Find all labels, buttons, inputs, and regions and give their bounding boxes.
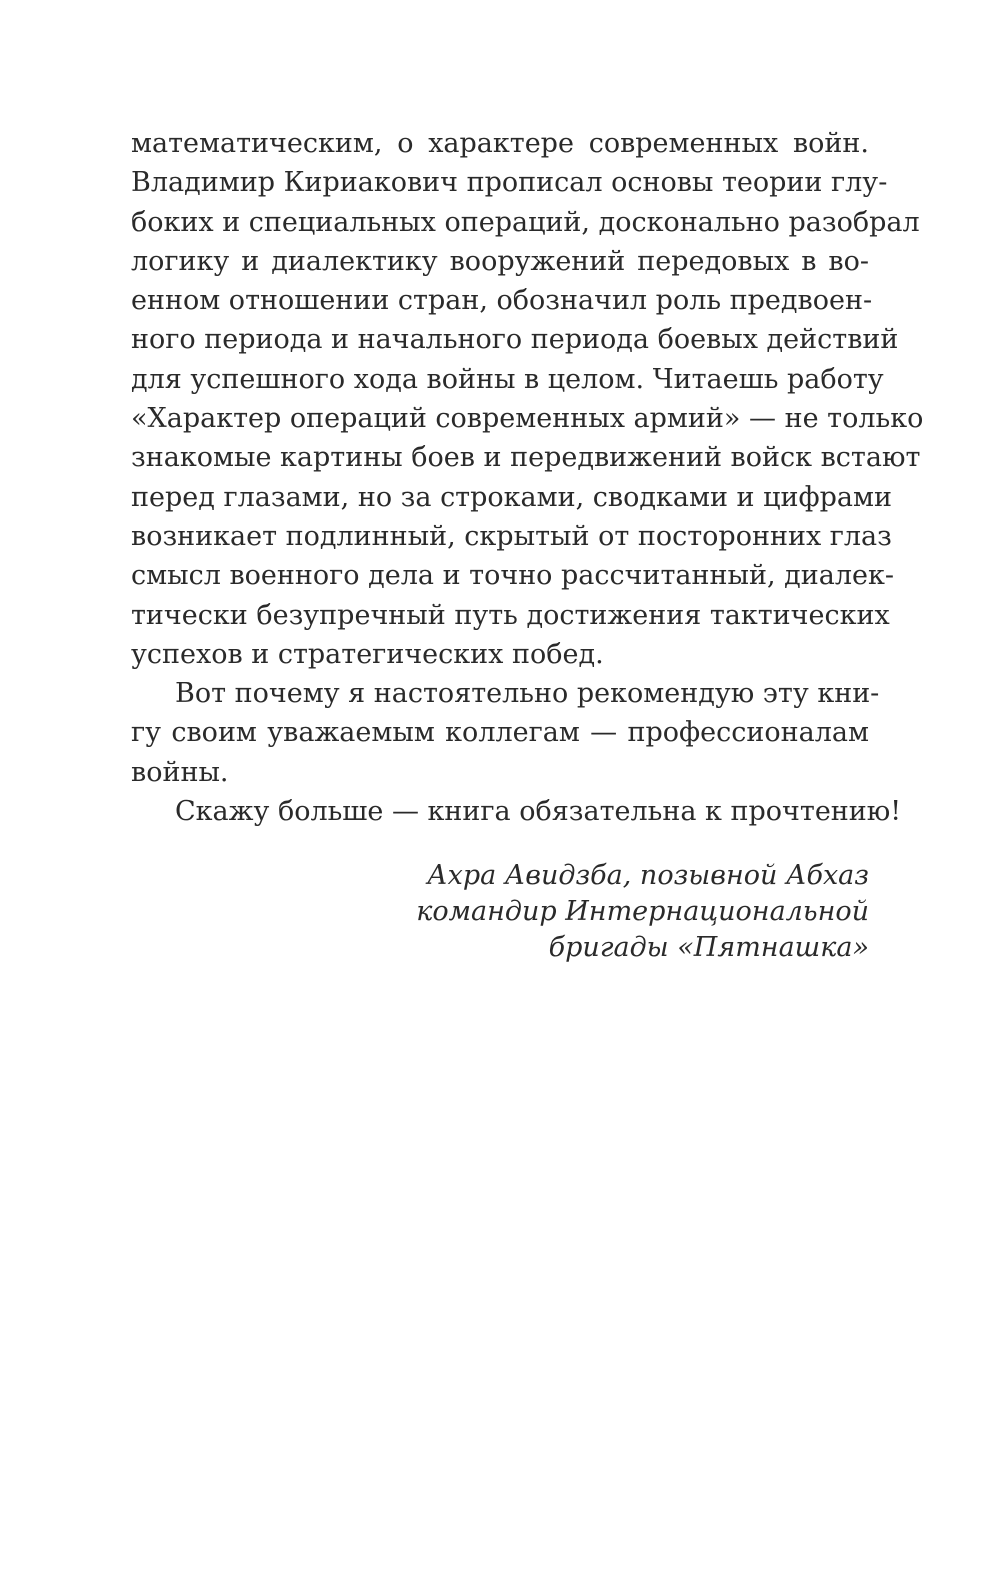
- text-line: гу своим уважаемым коллегам — профессионалам: [131, 717, 869, 749]
- text-line: войны.: [131, 756, 229, 788]
- paragraph-2: [131, 674, 880, 792]
- text-line: возникает подлинный, скрытый от посторонних глаз: [131, 520, 892, 552]
- text-line: Вот почему я настоятельно рекомендую эту кни-: [175, 678, 880, 710]
- text-line: Владимир Кириакович прописал основы теории глу-: [131, 167, 888, 199]
- signature-title: командир Интернациональной: [416, 896, 869, 928]
- text-line: для успешного хода войны в целом. Читаешь работу: [131, 363, 884, 395]
- text-line: енном отношении стран, обозначил роль предвоен-: [131, 285, 873, 317]
- text-line: ного периода и начального периода боевых действий: [131, 324, 899, 356]
- signature-unit: бригады «Пятнашка»: [548, 932, 869, 964]
- text-line: тически безупречный путь достижения тактических: [131, 599, 890, 631]
- signature-block: [131, 858, 869, 966]
- book-page: [131, 124, 924, 966]
- signature-author: Ахра Авидзба, позывной Абхаз: [427, 860, 869, 892]
- text-line: математическим, о характере современных войн.: [131, 128, 869, 159]
- text-line: знакомые картины боев и передвижений войск встают: [131, 442, 921, 474]
- text-line: успехов и стратегических побед.: [131, 638, 604, 670]
- text-line: боких и специальных операций, досконально разобрал: [131, 206, 920, 238]
- paragraph-3: [131, 792, 902, 831]
- text-line: «Характер операций современных армий» — не только: [131, 403, 924, 435]
- paragraph-1: [131, 124, 924, 674]
- text-line: логику и диалектику вооружений передовых в во-: [131, 245, 869, 277]
- text-line: Скажу больше — книга обязательна к прочтению!: [175, 796, 902, 828]
- text-line: смысл военного дела и точно рассчитанный, диалек-: [131, 560, 895, 592]
- text-line: перед глазами, но за строками, сводками и цифрами: [131, 481, 892, 513]
